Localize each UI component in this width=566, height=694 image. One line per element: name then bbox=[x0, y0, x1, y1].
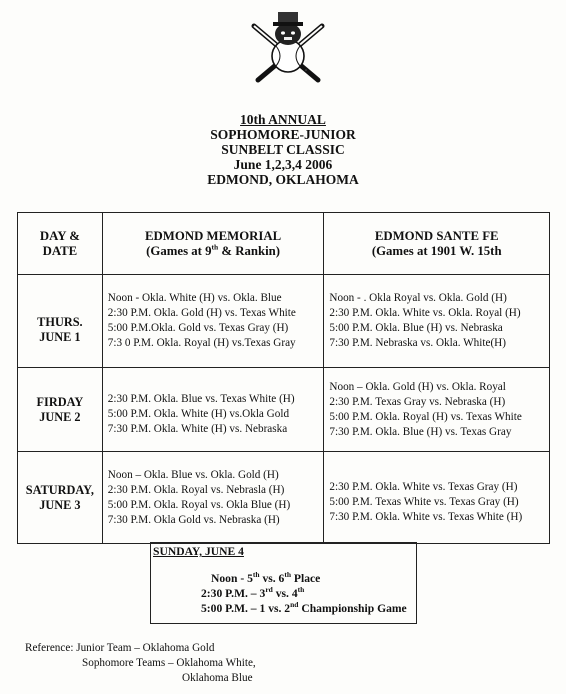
game-item: Noon - Okla. White (H) vs. Okla. Blue bbox=[107, 292, 282, 304]
title-annual: 10th ANNUAL bbox=[240, 112, 326, 127]
game-item: 7:30 P.M. Nebraska vs. Okla. White(H) bbox=[329, 337, 506, 349]
day-label: THURS. bbox=[37, 315, 83, 329]
sunday-game-1 bbox=[211, 571, 320, 586]
game-item: 7:30 P.M. Okla. Blue (H) vs. Texas Gray bbox=[329, 425, 512, 438]
date-label: JUNE 3 bbox=[39, 497, 81, 512]
col-header-santafe-location: (Games at 1901 W. 15th bbox=[371, 243, 502, 258]
game-item: 2:30 P.M. Okla. Blue vs. Texas White (H) bbox=[107, 393, 295, 405]
day-cell bbox=[18, 452, 103, 544]
sunday-game-1-text: vs. 6 bbox=[259, 572, 285, 585]
ordinal-suffix: th bbox=[284, 570, 292, 580]
date-label: JUNE 2 bbox=[39, 409, 81, 424]
game-item: 2:30 P.M. Okla. Royal vs. Nebrasla (H) bbox=[107, 483, 285, 496]
col-header-day bbox=[18, 213, 103, 275]
sunday-game-1-text: Place bbox=[291, 572, 321, 585]
santafe-games-cell bbox=[324, 452, 550, 544]
santafe-games-cell bbox=[324, 275, 550, 368]
day-label: FIRDAY bbox=[36, 394, 84, 409]
table-header-row bbox=[18, 213, 550, 275]
title-event: SOPHOMORE-JUNIOR bbox=[210, 127, 356, 142]
game-item: 7:30 P.M. Okla Gold vs. Nebraska (H) bbox=[107, 513, 280, 526]
memorial-games-cell bbox=[102, 368, 324, 452]
table-row bbox=[18, 452, 550, 544]
col-header-santafe-name: EDMOND SANTE FE bbox=[374, 228, 499, 243]
col-header-memorial-name: EDMOND MEMORIAL bbox=[145, 228, 282, 243]
game-item: 2:30 P.M. Texas Gray vs. Nebraska (H) bbox=[329, 395, 506, 408]
document-title bbox=[0, 112, 566, 187]
game-item: 7:30 P.M. Okla. White vs. Texas White (H) bbox=[329, 511, 523, 523]
game-item: 2:30 P.M. Okla. White vs. Okla. Royal (H) bbox=[329, 307, 521, 319]
sunday-game-2-text: vs. 4 bbox=[272, 587, 298, 600]
title-location: EDMOND, OKLAHOMA bbox=[207, 172, 359, 187]
ordinal-suffix: nd bbox=[290, 600, 299, 610]
sunday-game-3-text: Championship Game bbox=[298, 602, 407, 615]
sunday-schedule-box bbox=[150, 542, 417, 624]
table-row bbox=[18, 275, 550, 368]
ordinal-suffix: rd bbox=[265, 585, 273, 595]
game-item: 7:30 P.M. Okla. White (H) vs. Nebraska bbox=[107, 423, 288, 435]
game-item: 7:3 0 P.M. Okla. Royal (H) vs.Texas Gray bbox=[107, 337, 296, 349]
santafe-games-cell bbox=[324, 368, 550, 452]
game-item: 2:30 P.M. Okla. White vs. Texas Gray (H) bbox=[329, 481, 518, 493]
col-header-santafe bbox=[324, 213, 550, 275]
date-label: JUNE 1 bbox=[39, 330, 81, 344]
sunday-heading: SUNDAY, JUNE 4 bbox=[153, 545, 244, 558]
day-label: SATURDAY, bbox=[25, 482, 95, 497]
game-item: 5:00 P.M. Okla. White (H) vs.Okla Gold bbox=[107, 408, 290, 420]
sunday-game-3 bbox=[201, 601, 407, 616]
title-dates: June 1,2,3,4 2006 bbox=[233, 157, 333, 172]
game-item: 5:00 P.M.Okla. Gold vs. Texas Gray (H) bbox=[107, 322, 289, 334]
game-item: 2:30 P.M. Okla. Gold (H) vs. Texas White bbox=[107, 307, 296, 319]
day-cell bbox=[18, 275, 103, 368]
day-cell bbox=[18, 368, 103, 452]
col-header-memorial bbox=[102, 213, 324, 275]
memorial-games-cell bbox=[102, 275, 324, 368]
reference-sophomore-cont: Oklahoma Blue bbox=[182, 672, 253, 684]
memorial-games-cell bbox=[102, 452, 324, 544]
game-item: Noon - . Okla Royal vs. Okla. Gold (H) bbox=[329, 292, 507, 304]
game-item: 5:00 P.M. Texas White vs. Texas Gray (H) bbox=[329, 496, 519, 508]
game-item: 5:00 P.M. Okla. Royal (H) vs. Texas White bbox=[329, 410, 522, 423]
reference-junior: Reference: Junior Team – Oklahoma Gold bbox=[25, 642, 215, 654]
ordinal-suffix: th bbox=[252, 570, 260, 580]
col-header-day-line1: DAY & bbox=[39, 228, 80, 243]
bulldog-crossed-bats-icon bbox=[246, 4, 330, 86]
table-row bbox=[18, 368, 550, 452]
game-item: Noon – Okla. Blue vs. Okla. Gold (H) bbox=[107, 468, 279, 481]
reference-sophomore: Sophomore Teams – Oklahoma White, bbox=[82, 657, 256, 669]
title-classic: SUNBELT CLASSIC bbox=[221, 142, 345, 157]
sunday-game-3-text: 5:00 P.M. – 1 vs. 2 bbox=[201, 602, 291, 615]
col-header-memorial-location: (Games at 9th & Rankin) bbox=[146, 242, 281, 258]
sunday-game-2 bbox=[201, 586, 304, 601]
game-item: 5:00 P.M. Okla. Royal vs. Okla Blue (H) bbox=[107, 498, 291, 511]
col-header-day-line2: DATE bbox=[42, 243, 78, 258]
sunday-game-1-text: Noon - 5 bbox=[211, 572, 253, 585]
schedule-table bbox=[17, 212, 550, 544]
sunday-game-2-text: 2:30 P.M. – 3 bbox=[201, 587, 266, 600]
ordinal-suffix: th bbox=[297, 585, 305, 595]
team-reference bbox=[25, 641, 256, 686]
game-item: 5:00 P.M. Okla. Blue (H) vs. Nebraska bbox=[329, 322, 503, 334]
game-item: Noon – Okla. Gold (H) vs. Okla. Royal bbox=[329, 380, 506, 393]
